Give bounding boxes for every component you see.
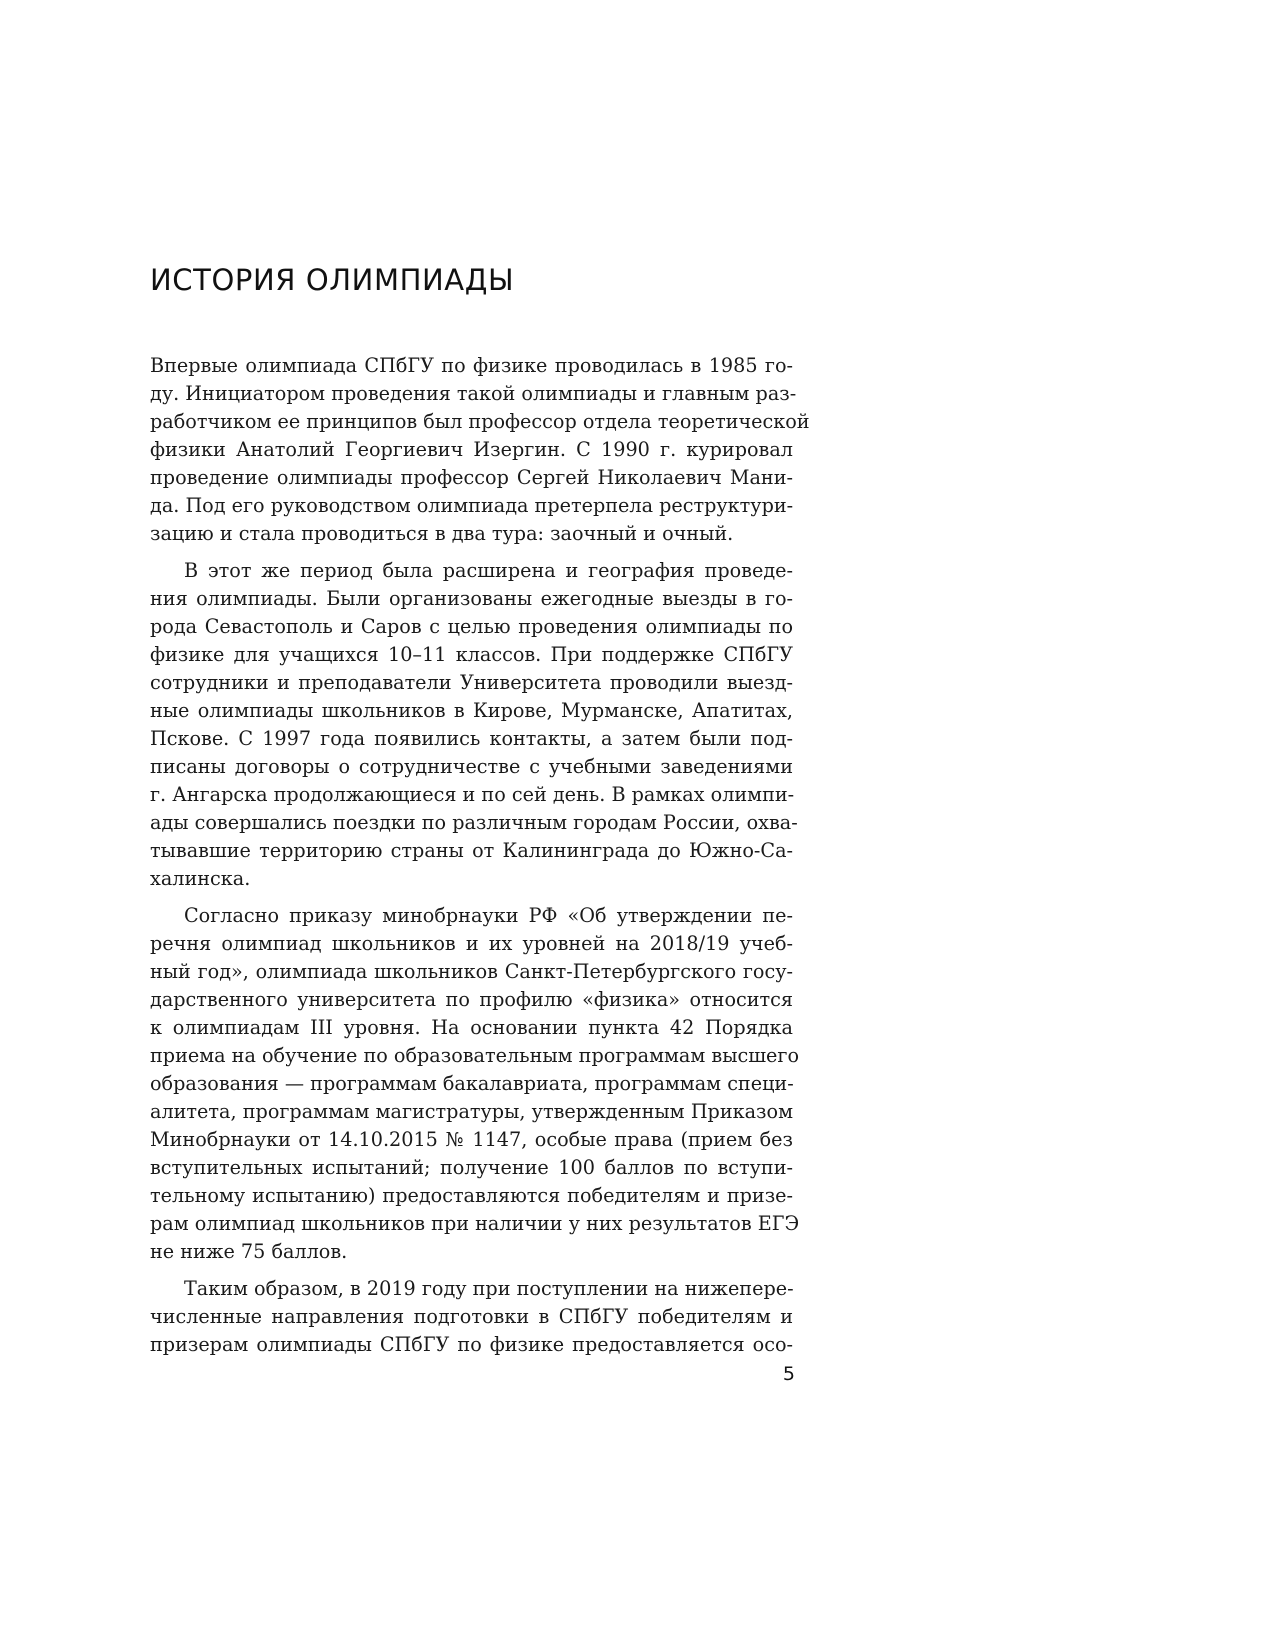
text-line: Впервые олимпиада СПбГУ по физике проводилась в 1985 го-	[150, 354, 793, 377]
text-line: вступительных испытаний; получение 100 баллов по вступи-	[150, 1156, 793, 1179]
text-line: писаны договоры о сотрудничестве с учебными заведениями	[150, 755, 793, 778]
text-line: халинска.	[150, 867, 251, 890]
text-line: к олимпиадам III уровня. На основании пункта 42 Порядка	[150, 1016, 793, 1039]
text-line: ады совершались поездки по различным городам России, охва-	[150, 811, 798, 834]
paragraph-gap	[150, 548, 793, 557]
text-line: речня олимпиад школьников и их уровней на 2018/19 учеб-	[150, 932, 793, 955]
text-line: рода Севастополь и Саров с целью проведения олимпиады по	[150, 615, 793, 638]
text-line: тельному испытанию) предоставляются победителям и призе-	[150, 1184, 793, 1207]
paragraph-4	[150, 1275, 793, 1359]
body-text	[150, 352, 810, 1359]
text-line: численные направления подготовки в СПбГУ победителям и	[150, 1305, 793, 1328]
text-line: образования — программам бакалавриата, программам специ-	[150, 1072, 794, 1095]
text-line: да. Под его руководством олимпиада претерпела реструктури-	[150, 494, 794, 517]
paragraph-gap	[150, 1266, 793, 1275]
text-line: В этот же период была расширена и география проведе-	[184, 559, 793, 582]
text-line: алитета, программам магистратуры, утвержденным Приказом	[150, 1100, 793, 1123]
text-line: призерам олимпиады СПбГУ по физике предоставляется осо-	[150, 1333, 793, 1356]
text-line: Пскове. С 1997 года появились контакты, а затем были под-	[150, 727, 793, 750]
text-line: ния олимпиады. Были организованы ежегодные выезды в го-	[150, 587, 793, 610]
page-number: 5	[782, 1363, 795, 1385]
paragraph-1	[150, 352, 810, 548]
text-line: работчиком ее принципов был профессор отдела теоретической	[150, 410, 810, 433]
text-line: зацию и стала проводиться в два тура: заочный и очный.	[150, 522, 734, 545]
text-line: физики Анатолий Георгиевич Изергин. С 1990 г. курировал	[150, 438, 793, 461]
chapter-title: ИСТОРИЯ ОЛИМПИАДЫ	[150, 263, 515, 297]
text-line: сотрудники и преподаватели Университета проводили выезд-	[150, 671, 793, 694]
text-line: не ниже 75 баллов.	[150, 1240, 348, 1263]
text-line: Таким образом, в 2019 году при поступлении на нижепере-	[184, 1277, 794, 1300]
text-line: тывавшие территорию страны от Калининграда до Южно-Са-	[150, 839, 793, 862]
text-line: проведение олимпиады профессор Сергей Николаевич Мани-	[150, 466, 793, 489]
text-line: ные олимпиады школьников в Кирове, Мурманске, Апатитах,	[150, 699, 793, 722]
paragraph-gap	[150, 893, 793, 902]
text-line: г. Ангарска продолжающиеся и по сей день. В рамках олимпи-	[150, 783, 795, 806]
text-line: ный год», олимпиада школьников Санкт-Петербургского госу-	[150, 960, 793, 983]
text-line: Согласно приказу минобрнауки РФ «Об утверждении пе-	[184, 904, 793, 927]
text-line: Минобрнауки от 14.10.2015 № 1147, особые права (прием без	[150, 1128, 793, 1151]
text-line: приема на обучение по образовательным программам высшего	[150, 1044, 800, 1067]
text-line: рам олимпиад школьников при наличии у них результатов ЕГЭ	[150, 1212, 800, 1235]
paragraph-3	[150, 902, 800, 1266]
text-line: ду. Инициатором проведения такой олимпиады и главным раз-	[150, 382, 797, 405]
text-line: дарственного университета по профилю «физика» относится	[150, 988, 793, 1011]
paragraph-2	[150, 557, 798, 893]
text-line: физике для учащихся 10–11 классов. При поддержке СПбГУ	[150, 643, 793, 666]
